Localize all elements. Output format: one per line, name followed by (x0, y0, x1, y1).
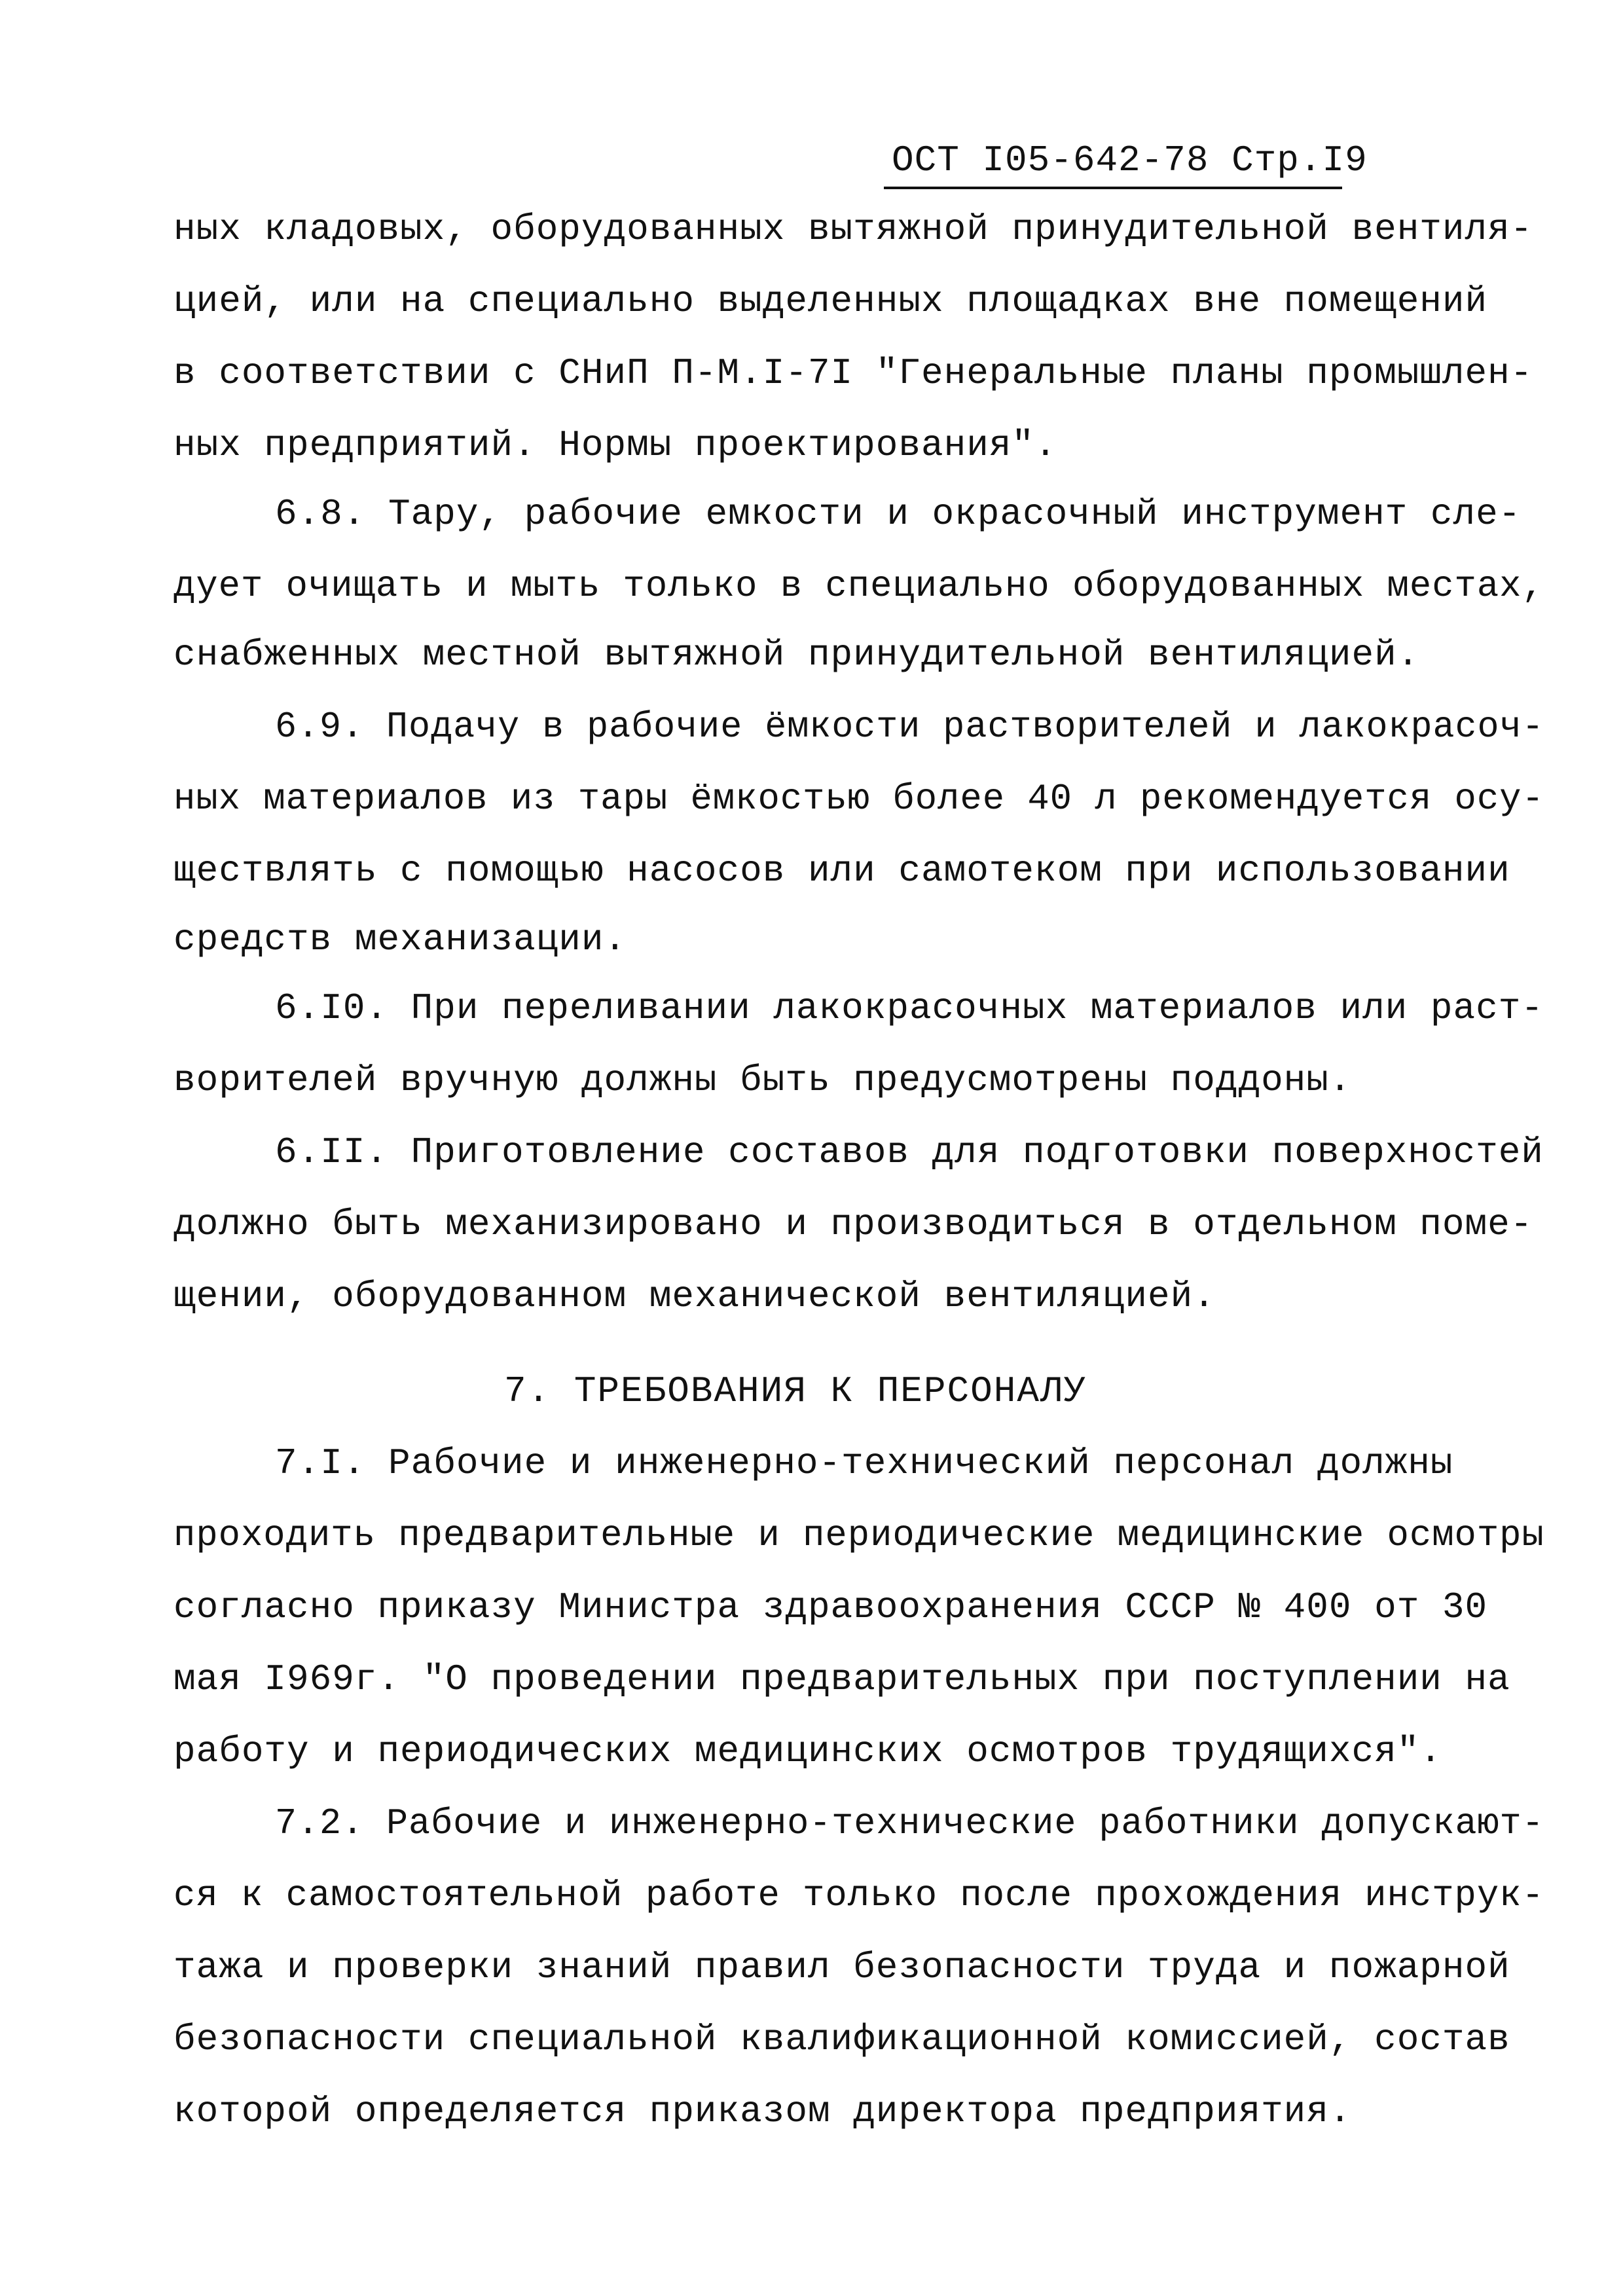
text-line: средств механизации. (173, 919, 627, 960)
text-line: ворителей вручную должны быть предусмотрены поддоны. (173, 1059, 1352, 1101)
text-line: ных предприятий. Нормы проектирования". (173, 424, 1057, 466)
text-line: безопасности специальной квалификационной комиссией, состав (173, 2018, 1510, 2060)
text-line: ных материалов из тары ёмкостью более 40 л рекомендуется осу- (173, 778, 1544, 820)
paragraph-start-7-1: 7.I. Рабочие и инженерно-технический персонал должны (275, 1442, 1453, 1484)
text-line: ных кладовых, оборудованных вытяжной принудительной вентиля- (173, 208, 1533, 250)
text-line: в соответствии с СНиП П-М.I-7I "Генеральные планы промышлен- (173, 352, 1533, 394)
paragraph-start-6-8: 6.8. Тару, рабочие емкости и окрасочный инструмент сле- (275, 493, 1522, 535)
text-line: дует очищать и мыть только в специально оборудованных местах, (173, 565, 1544, 607)
paragraph-start-6-9: 6.9. Подачу в рабочие ёмкости растворителей и лакокрасоч- (275, 706, 1544, 748)
text-line: мая I969г. "О проведении предварительных при поступлении на (173, 1658, 1510, 1700)
paragraph-start-6-11: 6.II. Приготовление составов для подготовки поверхностей (275, 1131, 1544, 1173)
text-line: которой определяется приказом директора предприятия. (173, 2090, 1352, 2132)
text-line: щении, оборудованном механической вентиляцией. (173, 1275, 1216, 1317)
text-line: согласно приказу Министра здравоохранения СССР № 400 от 30 (173, 1586, 1488, 1628)
section-heading: 7. ТРЕБОВАНИЯ К ПЕРСОНАЛУ (504, 1370, 1087, 1412)
text-line: работу и периодических медицинских осмотров трудящихся". (173, 1730, 1442, 1772)
paragraph-start-7-2: 7.2. Рабочие и инженерно-технические работники допускают- (275, 1802, 1544, 1844)
text-line: ся к самостоятельной работе только после прохождения инструк- (173, 1874, 1544, 1916)
text-line: снабженных местной вытяжной принудительной вентиляцией. (173, 634, 1420, 676)
text-line: тажа и проверки знаний правил безопасности труда и пожарной (173, 1946, 1510, 1988)
paragraph-start-6-10: 6.I0. При переливании лакокрасочных материалов или раст- (275, 987, 1544, 1029)
text-line: проходить предварительные и периодические медицинские осмотры (173, 1514, 1544, 1556)
doc-reference: ОСТ I05-642-78 Стр.I9 (892, 139, 1368, 181)
header-underline (884, 187, 1342, 189)
text-line: должно быть механизировано и производиться в отдельном поме- (173, 1203, 1533, 1245)
text-line: ществлять с помощью насосов или самотеком при использовании (173, 850, 1510, 892)
text-line: цией, или на специально выделенных площадках вне помещений (173, 280, 1488, 322)
page-header (884, 134, 1368, 187)
